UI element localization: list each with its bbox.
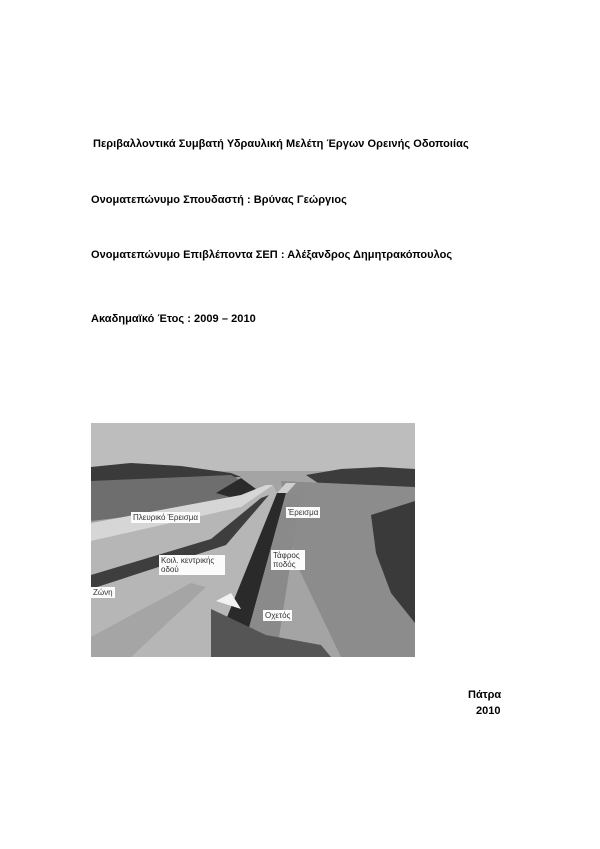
figure-label-berm: Έρεισμα bbox=[288, 508, 319, 517]
supervisor-name-line: Ονοματεπώνυμο Επιβλέποντα ΣΕΠ : Αλέξανδρος Δημητρακόπουλος bbox=[91, 249, 453, 261]
student-name-line: Ονοματεπώνυμο Σπουδαστή : Βρύνας Γεώργιος bbox=[91, 194, 347, 206]
city-name: Πάτρα bbox=[468, 689, 502, 701]
figure-label-zone: Ζώνη bbox=[93, 588, 113, 597]
figure-label-shoulder: Πλευρικό Έρεισμα bbox=[133, 513, 198, 522]
figure-label-toe-ditch: Τάφρος ποδός bbox=[271, 550, 305, 570]
academic-year-line: Ακαδημαϊκό Έτος : 2009 – 2010 bbox=[91, 313, 256, 325]
road-photo-illustration bbox=[91, 423, 415, 657]
figure-label-culvert: Οχετός bbox=[265, 611, 291, 620]
publication-year: 2010 bbox=[476, 705, 501, 717]
document-title: Περιβαλλοντικά Συμβατή Υδραυλική Μελέτη Έργων Ορεινής Οδοποιίας bbox=[93, 138, 469, 150]
road-drainage-photo bbox=[91, 423, 415, 657]
figure-label-central-road-gutter: Κοιλ. κεντρικής οδού bbox=[159, 555, 225, 575]
